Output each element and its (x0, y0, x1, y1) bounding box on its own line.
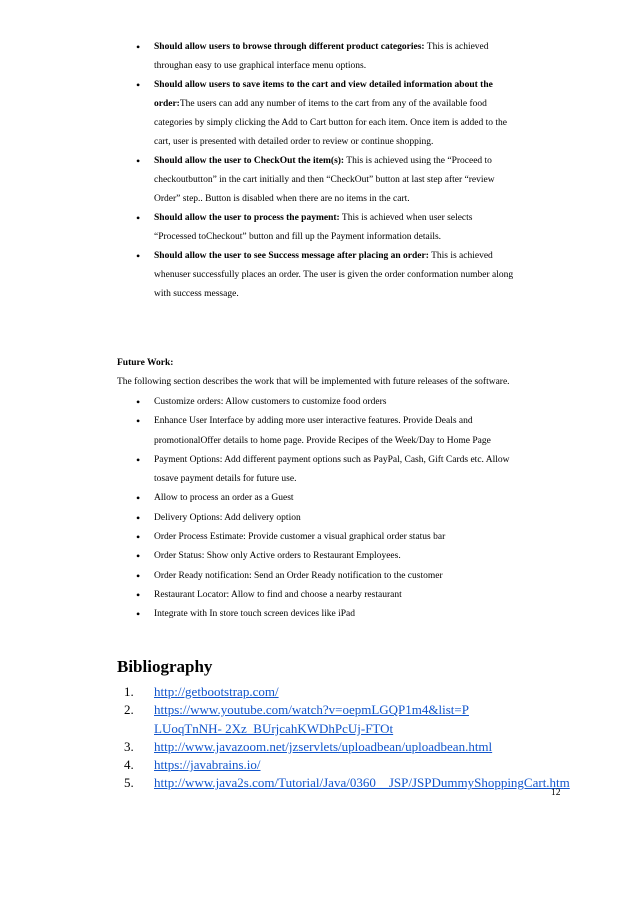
future-work-item: • Enhance User Interface by adding more user interactive features. Provide Deals and promotionalOffer details to home page. Provide Recipes of the Week/Day to Home Page (117, 412, 517, 451)
future-work-list (117, 393, 517, 625)
bibliography-item (117, 774, 577, 792)
bibliography-number: 3. (124, 738, 134, 754)
requirement-title: Should allow users to save items to the cart and view detailed information about the order: (154, 80, 493, 109)
requirement-item (117, 38, 517, 76)
future-work-item: • Payment Options: Add different payment options such as PayPal, Cash, Gift Cards etc. Allow tosave payment details for future use. (117, 451, 517, 490)
requirement-text: This is achieved using the “Proceed to checkoutbutton” in the cart initially and then “CheckOut” button at last step after “review Order” step.. Button is disabled when there are no items in the cart. (154, 156, 495, 204)
future-work-heading: Future Work: (117, 358, 174, 368)
future-work-intro: The following section describes the work that will be implemented with future releases of the software. (117, 377, 510, 387)
future-work-item: • Order Status: Show only Active orders to Restaurant Employees. (117, 547, 517, 566)
bibliography-number: 2. (124, 702, 134, 718)
bibliography-link[interactable]: http://getbootstrap.com/ (154, 684, 279, 699)
bibliography-number: 4. (124, 757, 134, 773)
requirement-text: This is achieved when user selects “Processed toCheckout” button and fill up the Payment information details. (154, 213, 473, 242)
bibliography-item (117, 683, 577, 701)
bibliography-link[interactable]: http://www.java2s.com/Tutorial/Java/0360__JSP/JSPDummyShoppingCart.htm (154, 775, 570, 791)
requirements-list (117, 38, 517, 304)
bibliography-link[interactable]: https://www.youtube.com/watch?v=oepmLGQP1m4&list=P (154, 702, 469, 718)
requirement-item (117, 247, 517, 304)
requirement-text: This is achieved throughan easy to use graphical interface menu options. (154, 42, 489, 71)
bibliography-link-continued[interactable]: LUoqTnNH- 2Xz_BUrjcahKWDhPcUj-FTOt (154, 720, 394, 736)
requirement-item (117, 209, 517, 247)
future-work-item: • Integrate with In store touch screen devices like iPad (117, 605, 517, 624)
bibliography-item (117, 701, 577, 738)
bibliography-number: 1. (124, 684, 134, 699)
bibliography-link[interactable]: http://www.javazoom.net/jzservlets/uploadbean/uploadbean.html (154, 738, 493, 754)
future-work-item: • Order Ready notification: Send an Order Ready notification to the customer (117, 567, 517, 586)
requirement-title: Should allow the user to CheckOut the item(s): (154, 156, 345, 166)
future-work-item: • Restaurant Locator: Allow to find and choose a nearby restaurant (117, 586, 517, 605)
requirement-text: The users can add any number of items to the cart from any of the available food categories by simply clicking the Add to Cart button for each item. Once item is added to the cart, user is presented with detailed order to review or continue shopping. (154, 99, 507, 147)
bibliography-link[interactable]: https://javabrains.io/ (154, 757, 261, 773)
requirement-title: Should allow the user to process the payment: (154, 213, 340, 223)
future-work-item: • Delivery Options: Add delivery option (117, 509, 517, 528)
bibliography-item (117, 756, 577, 774)
bibliography-number: 5. (124, 775, 134, 791)
requirement-title: Should allow the user to see Success message after placing an order: (154, 251, 429, 261)
requirement-item (117, 152, 517, 209)
requirement-item (117, 76, 517, 152)
future-work-item: • Order Process Estimate: Provide customer a visual graphical order status bar (117, 528, 517, 547)
bibliography-heading: Bibliography (117, 657, 213, 676)
bibliography-list (117, 683, 577, 793)
bibliography-item (117, 738, 577, 756)
page-number: 12 (551, 788, 561, 798)
requirement-text: This is achieved whenuser successfully places an order. The user is given the order conformation number along with success message. (154, 251, 514, 299)
requirement-title: Should allow users to browse through different product categories: (154, 42, 425, 52)
future-work-item: • Allow to process an order as a Guest (117, 489, 517, 508)
future-work-item: • Customize orders: Allow customers to customize food orders (117, 393, 517, 412)
